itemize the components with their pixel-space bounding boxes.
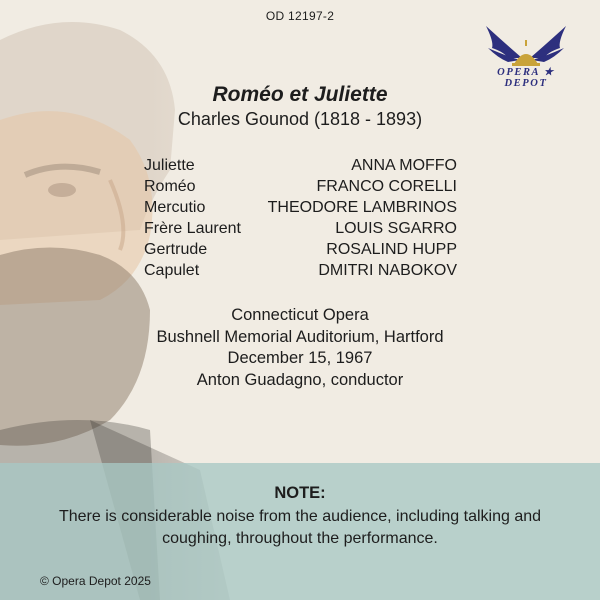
cast-row (144, 155, 457, 176)
cast-singer: DMITRI NABOKOV (318, 262, 457, 279)
cast-role: Gertrude (144, 241, 208, 258)
cast-role: Frère Laurent (144, 220, 241, 237)
composer-name: Charles Gounod (1818 - 1893) (177, 109, 423, 129)
cast-list (144, 155, 457, 281)
cast-role: Capulet (144, 262, 200, 279)
opera-company: Connecticut Opera (231, 306, 369, 324)
logo-wordmark: OPERA ★ DEPOT (497, 67, 555, 89)
cast-singer: ROSALIND HUPP (326, 241, 457, 258)
copyright: © Opera Depot 2025 (40, 574, 151, 588)
performance-details (0, 305, 600, 391)
cast-singer: LOUIS SGARRO (335, 220, 457, 237)
venue-hall: Bushnell Memorial Auditorium, Hartford (156, 327, 444, 346)
cast-row (144, 260, 457, 281)
cast-row (144, 176, 457, 197)
cast-role: Mercutio (144, 199, 206, 216)
cast-role: Roméo (144, 178, 196, 195)
cast-row (144, 239, 457, 260)
note-body: There is considerable noise from the audience, including talking and coughing, throughout the performance. (58, 508, 542, 547)
cast-singer: FRANCO CORELLI (316, 178, 457, 195)
conductor: Anton Guadagno, conductor (196, 370, 404, 389)
performance-date: December 15, 1967 (227, 349, 373, 367)
cast-row (144, 197, 457, 218)
cast-singer: ANNA MOFFO (351, 157, 457, 174)
catalog-number: OD 12197-2 (265, 9, 335, 23)
opera-title: Roméo et Juliette (212, 83, 388, 106)
cast-singer: THEODORE LAMBRINOS (267, 199, 457, 216)
note-heading: NOTE: (274, 484, 326, 502)
cast-row (144, 218, 457, 239)
cast-role: Juliette (144, 157, 195, 174)
